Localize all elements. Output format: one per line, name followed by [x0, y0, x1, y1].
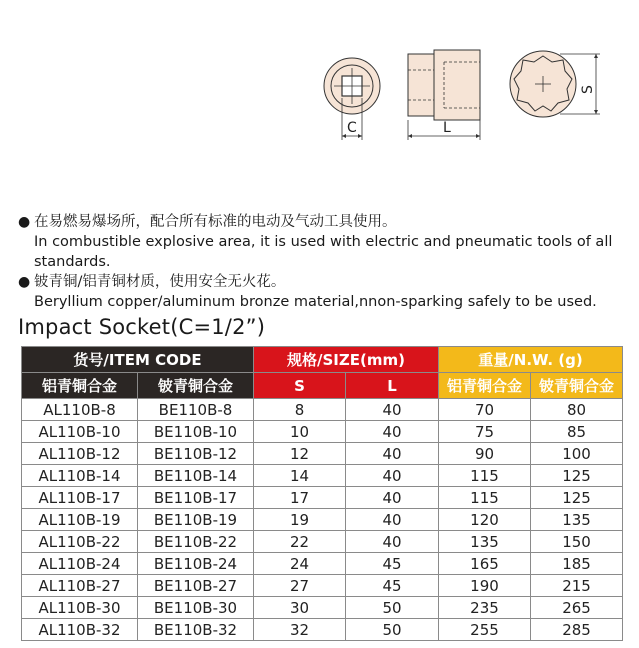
be-code-cell: BE110B-22 [138, 531, 254, 553]
table-row [22, 597, 623, 619]
al-weight-cell: 115 [439, 465, 531, 487]
table-row [22, 553, 623, 575]
l-cell: 40 [346, 421, 439, 443]
be-weight-cell: 285 [531, 619, 623, 641]
be-weight-cell: 85 [531, 421, 623, 443]
l-cell: 45 [346, 553, 439, 575]
s-cell: 27 [254, 575, 346, 597]
al-code-cell: AL110B-27 [22, 575, 138, 597]
al-weight-cell: 120 [439, 509, 531, 531]
be-code-cell: BE110B-27 [138, 575, 254, 597]
l-cell: 40 [346, 487, 439, 509]
bullet-dot-icon: ● [18, 214, 31, 230]
feature-text-en: In combustible explosive area, it is used with electric and pneumatic tools of all standards. [34, 234, 613, 270]
al-code-header: 铝青铜合金 [22, 373, 138, 399]
al-code-cell: AL110B-8 [22, 399, 138, 421]
table-row [22, 619, 623, 641]
be-code-cell: BE110B-32 [138, 619, 254, 641]
l-cell: 50 [346, 619, 439, 641]
l-cell: 40 [346, 443, 439, 465]
be-code-header: 铍青铜合金 [138, 373, 254, 399]
feature-text-en: Beryllium copper/aluminum bronze material,nnon-sparking safely to be used. [34, 294, 597, 310]
s-cell: 14 [254, 465, 346, 487]
al-weight-cell: 75 [439, 421, 531, 443]
item-code-header: 货号/ITEM CODE [22, 347, 254, 373]
l-cell: 40 [346, 399, 439, 421]
al-code-cell: AL110B-32 [22, 619, 138, 641]
s-cell: 19 [254, 509, 346, 531]
al-weight-cell: 190 [439, 575, 531, 597]
be-weight-cell: 125 [531, 465, 623, 487]
dimension-l-label: L [443, 120, 451, 136]
be-weight-cell: 215 [531, 575, 623, 597]
dimension-s-label: S [580, 85, 596, 94]
feature-item [18, 272, 628, 312]
be-code-cell: BE110B-12 [138, 443, 254, 465]
be-code-cell: BE110B-24 [138, 553, 254, 575]
be-weight-cell: 185 [531, 553, 623, 575]
al-weight-cell: 70 [439, 399, 531, 421]
be-code-cell: BE110B-8 [138, 399, 254, 421]
l-cell: 40 [346, 465, 439, 487]
al-weight-cell: 235 [439, 597, 531, 619]
s-cell: 32 [254, 619, 346, 641]
spec-table [21, 346, 623, 641]
be-code-cell: BE110B-14 [138, 465, 254, 487]
s-cell: 10 [254, 421, 346, 443]
table-row [22, 421, 623, 443]
al-code-cell: AL110B-24 [22, 553, 138, 575]
al-code-cell: AL110B-14 [22, 465, 138, 487]
be-weight-cell: 135 [531, 509, 623, 531]
be-weight-header: 铍青铜合金 [531, 373, 623, 399]
be-code-cell: BE110B-19 [138, 509, 254, 531]
socket-end-view [510, 51, 600, 117]
al-weight-cell: 90 [439, 443, 531, 465]
table-row [22, 465, 623, 487]
table-row [22, 487, 623, 509]
be-weight-cell: 80 [531, 399, 623, 421]
dimension-c-label: C [347, 120, 357, 136]
socket-diagram [310, 40, 620, 150]
feature-list [18, 212, 628, 312]
s-cell: 30 [254, 597, 346, 619]
be-weight-cell: 265 [531, 597, 623, 619]
be-weight-cell: 150 [531, 531, 623, 553]
l-header: L [346, 373, 439, 399]
s-header: S [254, 373, 346, 399]
l-cell: 50 [346, 597, 439, 619]
be-weight-cell: 100 [531, 443, 623, 465]
sub-header-row [22, 373, 623, 399]
be-code-cell: BE110B-17 [138, 487, 254, 509]
al-code-cell: AL110B-22 [22, 531, 138, 553]
table-row [22, 443, 623, 465]
al-weight-cell: 165 [439, 553, 531, 575]
al-weight-header: 铝青铜合金 [439, 373, 531, 399]
be-code-cell: BE110B-10 [138, 421, 254, 443]
l-cell: 40 [346, 531, 439, 553]
al-code-cell: AL110B-12 [22, 443, 138, 465]
al-code-cell: AL110B-17 [22, 487, 138, 509]
s-cell: 17 [254, 487, 346, 509]
weight-header: 重量/N.W. (g) [439, 347, 623, 373]
s-cell: 22 [254, 531, 346, 553]
al-weight-cell: 255 [439, 619, 531, 641]
feature-text-zh: 在易燃易爆场所，配合所有标准的电动及气动工具使用。 [34, 214, 397, 230]
al-weight-cell: 135 [439, 531, 531, 553]
l-cell: 40 [346, 509, 439, 531]
bullet-dot-icon: ● [18, 274, 31, 290]
table-row [22, 575, 623, 597]
al-weight-cell: 115 [439, 487, 531, 509]
feature-item [18, 212, 628, 272]
size-header: 规格/SIZE(mm) [254, 347, 439, 373]
al-code-cell: AL110B-19 [22, 509, 138, 531]
be-weight-cell: 125 [531, 487, 623, 509]
al-code-cell: AL110B-30 [22, 597, 138, 619]
l-cell: 45 [346, 575, 439, 597]
table-row [22, 531, 623, 553]
table-row [22, 509, 623, 531]
al-code-cell: AL110B-10 [22, 421, 138, 443]
be-code-cell: BE110B-30 [138, 597, 254, 619]
product-title: Impact Socket(C=1/2”) [18, 315, 266, 339]
feature-text-zh: 铍青铜/铝青铜材质，使用安全无火花。 [34, 274, 286, 290]
table-row [22, 399, 623, 421]
s-cell: 8 [254, 399, 346, 421]
s-cell: 24 [254, 553, 346, 575]
s-cell: 12 [254, 443, 346, 465]
group-header-row [22, 347, 623, 373]
